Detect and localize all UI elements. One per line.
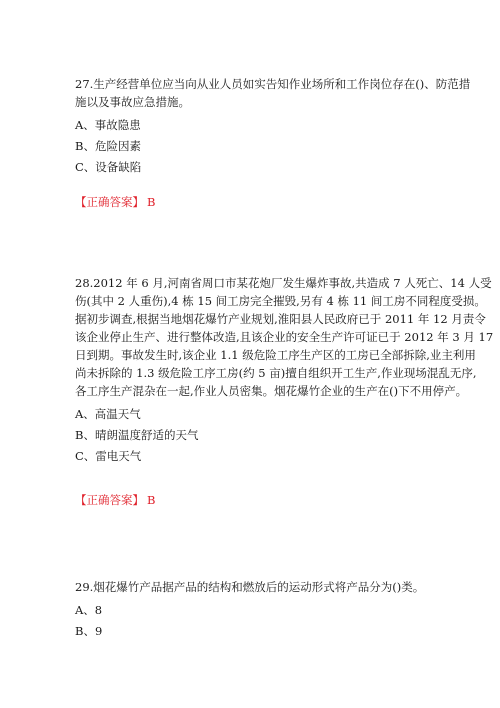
option-a: A、高温天气: [75, 407, 141, 421]
stem-line: 29.烟花爆竹产品据产品的结构和燃放后的运动形式将产品分为()类。: [75, 580, 425, 594]
stem-line: 施以及事故应急措施。: [75, 95, 190, 109]
question-28: [75, 274, 494, 467]
answer-value: B: [147, 493, 156, 507]
option-b: B、危险因素: [75, 139, 141, 153]
option-b: B、晴朗温度舒适的天气: [75, 428, 199, 442]
question-28-stem: [75, 274, 494, 400]
stem-line: 伤(其中 2 人重伤),4 栋 15 间工房完全摧毁,另有 4 栋 11 间工房不同程度受损。: [75, 294, 486, 308]
question-28-options: [75, 404, 435, 467]
stem-line: 尚未拆除的 1.3 级危险工序工房(约 5 亩)擅自组织开工生产,作业现场混乱无序,: [75, 366, 477, 380]
option-b: B、9: [75, 624, 103, 638]
stem-line: 该企业停止生产、进行整体改造,且该企业的安全生产许可证已于 2012 年 3 月 17: [75, 330, 494, 344]
answer-value: B: [147, 195, 156, 209]
answer-label: 【正确答案】: [75, 493, 144, 507]
question-28-answer: [75, 492, 155, 508]
stem-line: 日到期。事故发生时,该企业 1.1 级危险工序生产区的工房已全部拆除,业主利用: [75, 348, 476, 362]
question-27: [75, 75, 471, 178]
option-a: A、8: [75, 603, 103, 617]
stem-line: 各工序生产混杂在一起,作业人员密集。烟花爆竹企业的生产在()下不用停产。: [75, 384, 468, 398]
option-a: A、事故隐患: [75, 118, 141, 132]
stem-line: 28.2012 年 6 月,河南省周口市某花炮厂发生爆炸事故,共造成 7 人死亡、14 人受: [75, 276, 492, 290]
stem-line: 据初步调查,根据当地烟花爆竹产业规划,淮阳县人民政府已于 2011 年 12 月责令: [75, 312, 486, 326]
question-29-options: [75, 600, 435, 642]
question-27-answer: [75, 194, 155, 210]
question-29: [75, 578, 435, 642]
question-29-stem: [75, 578, 435, 596]
option-c: C、雷电天气: [75, 449, 142, 463]
question-27-options: [75, 115, 435, 178]
answer-label: 【正确答案】: [75, 195, 144, 209]
stem-line: 27.生产经营单位应当向从业人员如实告知作业场所和工作岗位存在()、防范措: [75, 77, 471, 91]
question-27-stem: [75, 75, 471, 111]
option-c: C、设备缺陷: [75, 160, 142, 174]
